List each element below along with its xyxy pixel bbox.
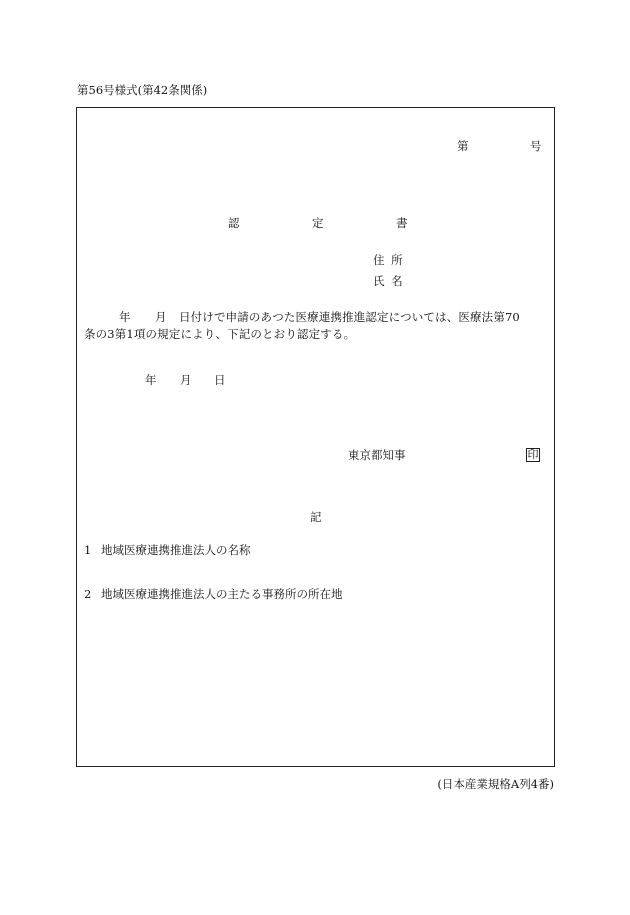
title-char-tei: 定 bbox=[312, 216, 324, 230]
number-go: 号 bbox=[530, 139, 542, 153]
seal-mark: 印 bbox=[527, 448, 539, 461]
item-text-1: 地域医療連携推進法人の名称 bbox=[101, 543, 251, 557]
name-label: 氏 名 bbox=[373, 274, 403, 288]
title-char-nin: 認 bbox=[228, 216, 240, 230]
issuer-name: 東京都知事 bbox=[348, 448, 406, 462]
title-char-sho: 書 bbox=[396, 216, 408, 230]
body-line1-rest: 日付けで申請のあつた医療連携推進認定については、医療法第70 bbox=[179, 310, 520, 324]
body-line2: 条の3第1項の規定により、下記のとおり認定する。 bbox=[84, 327, 356, 341]
date-month: 月 bbox=[180, 373, 192, 387]
item-number-2: 2 bbox=[84, 587, 92, 601]
item-text-2: 地域医療連携推進法人の主たる事務所の所在地 bbox=[101, 587, 343, 601]
item-number-1: 1 bbox=[84, 543, 92, 557]
form-label: 第56号様式(第42条関係) bbox=[77, 83, 208, 97]
paper-size-note: (日本産業規格A列4番) bbox=[437, 777, 554, 791]
number-dai: 第 bbox=[457, 139, 469, 153]
body-month: 月 bbox=[155, 310, 167, 324]
date-year: 年 bbox=[145, 373, 157, 387]
certificate-frame bbox=[76, 107, 555, 767]
ki-heading: 記 bbox=[310, 510, 322, 524]
address-label: 住 所 bbox=[373, 253, 403, 267]
body-year: 年 bbox=[119, 310, 131, 324]
date-day: 日 bbox=[214, 373, 226, 387]
